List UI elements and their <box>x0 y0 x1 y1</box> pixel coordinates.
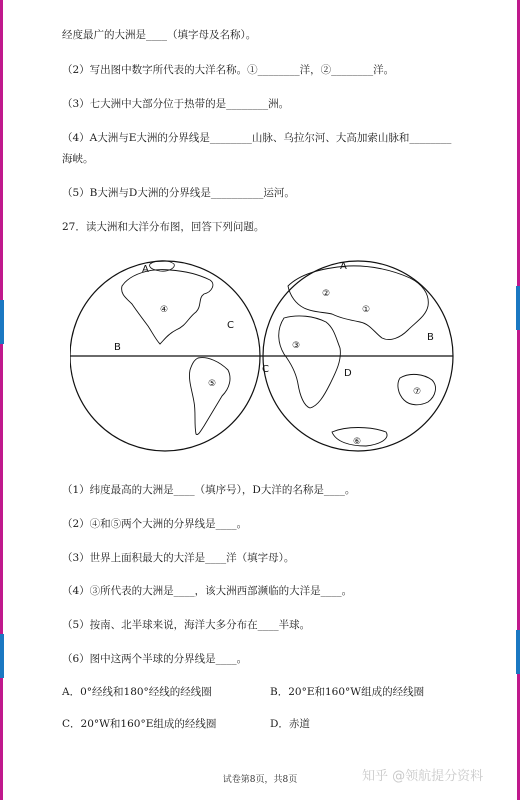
world-hemispheres-map <box>70 256 455 456</box>
option-b: B．20°E和160°W组成的经线圈 <box>270 686 425 698</box>
question-heading: 27．读大洲和大洋分布图，回答下列问题。 <box>62 221 265 233</box>
map-label-c-right: C <box>262 364 269 375</box>
map-label-n6: ⑥ <box>353 437 362 447</box>
left-tab-marker <box>0 634 4 678</box>
option-a: A．0°经线和180°经线的经线圈 <box>62 686 212 698</box>
map-label-n3: ③ <box>292 341 301 351</box>
question-line: （4）A大洲与E大洲的分界线是________山脉、乌拉尔河、大高加索山脉和________ <box>62 132 452 144</box>
page-footer: 试卷第8页，共8页 <box>222 775 298 785</box>
question-line: （5）B大洲与D大洲的分界线是__________运河。 <box>62 187 295 199</box>
question-line: 经度最广的大洲是____（填字母及名称）。 <box>62 29 257 41</box>
eurasia-outline <box>288 266 428 340</box>
question-line: （2）④和⑤两个大洲的分界线是____。 <box>62 518 248 530</box>
right-tab-marker <box>516 630 520 674</box>
left-edge-stripe <box>0 0 3 800</box>
map-label-n4: ④ <box>160 305 169 315</box>
map-label-a-right: A <box>340 261 347 272</box>
map-label-n2: ② <box>322 289 331 299</box>
south-america-outline <box>189 358 230 435</box>
question-line: （6）图中这两个半球的分界线是____。 <box>62 653 248 665</box>
map-label-c-left: C <box>227 320 234 331</box>
map-label-n1: ① <box>362 305 371 315</box>
map-label-n5: ⑤ <box>208 379 217 389</box>
question-line: （5）按南、北半球来说，海洋大多分布在____半球。 <box>62 619 311 631</box>
question-line: （1）纬度最高的大洲是____（填序号），D大洋的名称是____。 <box>62 484 356 496</box>
question-line: （3）七大洲中大部分位于热带的是________洲。 <box>62 98 290 110</box>
watermark: 知乎 @领航提分资料 <box>362 769 484 784</box>
question-line: （3）世界上面积最大的大洋是____洋（填字母）。 <box>62 552 295 564</box>
question-line: （4）③所代表的大洲是____，该大洲西部濒临的大洋是____。 <box>62 585 353 597</box>
map-label-d: D <box>344 368 352 379</box>
africa-outline <box>279 316 341 408</box>
right-tab-marker <box>516 286 520 330</box>
map-label-n7: ⑦ <box>413 387 422 397</box>
question-line: （2）写出图中数字所代表的大洋名称。①________洋，②________洋。 <box>62 64 395 76</box>
map-label-b-left: B <box>114 342 121 353</box>
question-line: 海峡。 <box>62 153 94 165</box>
map-label-a: A <box>142 264 149 275</box>
map-label-b-right: B <box>427 332 434 343</box>
option-d: D．赤道 <box>270 718 310 730</box>
left-tab-marker <box>0 300 4 344</box>
option-c: C．20°W和160°E组成的经线圈 <box>62 718 217 730</box>
